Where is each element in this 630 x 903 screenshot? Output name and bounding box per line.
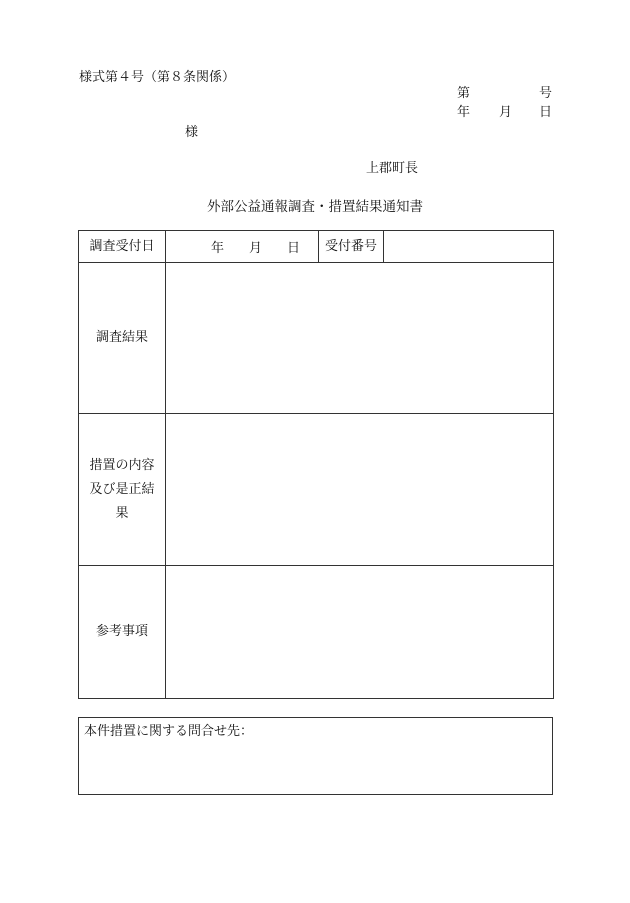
receipt-date-day: 日 bbox=[287, 241, 301, 256]
measures-label-line3: 果 bbox=[115, 505, 129, 521]
document-number-suffix: 号 bbox=[539, 86, 553, 101]
sender-name: 上郡町長 bbox=[366, 161, 419, 176]
document-number-prefix: 第 bbox=[457, 86, 471, 101]
measures-field[interactable] bbox=[166, 414, 554, 566]
investigation-row bbox=[79, 263, 554, 414]
result-table bbox=[78, 230, 554, 699]
remarks-row bbox=[79, 566, 554, 699]
measures-row bbox=[79, 414, 554, 566]
receipt-date-year: 年 bbox=[211, 241, 225, 256]
receipt-date-label: 調査受付日 bbox=[79, 231, 166, 263]
investigation-result-field[interactable] bbox=[166, 263, 554, 414]
document-title: 外部公益通報調査・措置結果通知書 bbox=[207, 199, 423, 215]
receipt-number-field[interactable] bbox=[384, 231, 554, 263]
measures-label-line1: 措置の内容 bbox=[89, 457, 155, 473]
issue-date-month: 月 bbox=[499, 105, 513, 120]
receipt-row bbox=[79, 231, 554, 263]
measures-label-line2: 及び是正結 bbox=[89, 481, 155, 497]
remarks-field[interactable] bbox=[166, 566, 554, 699]
issue-date-year: 年 bbox=[457, 105, 471, 120]
receipt-number-label: 受付番号 bbox=[319, 231, 384, 263]
addressee-honorific: 様 bbox=[185, 125, 199, 140]
measures-label bbox=[79, 414, 166, 566]
investigation-result-label: 調査結果 bbox=[79, 263, 166, 414]
receipt-date-month: 月 bbox=[249, 241, 263, 256]
remarks-label: 参考事項 bbox=[79, 566, 166, 699]
contact-label: 本件措置に関する問合せ先： bbox=[84, 724, 254, 739]
receipt-date-field[interactable] bbox=[166, 231, 319, 263]
contact-box[interactable] bbox=[78, 717, 553, 795]
issue-date-day: 日 bbox=[539, 105, 553, 120]
form-number: 様式第４号（第８条関係） bbox=[79, 70, 236, 85]
